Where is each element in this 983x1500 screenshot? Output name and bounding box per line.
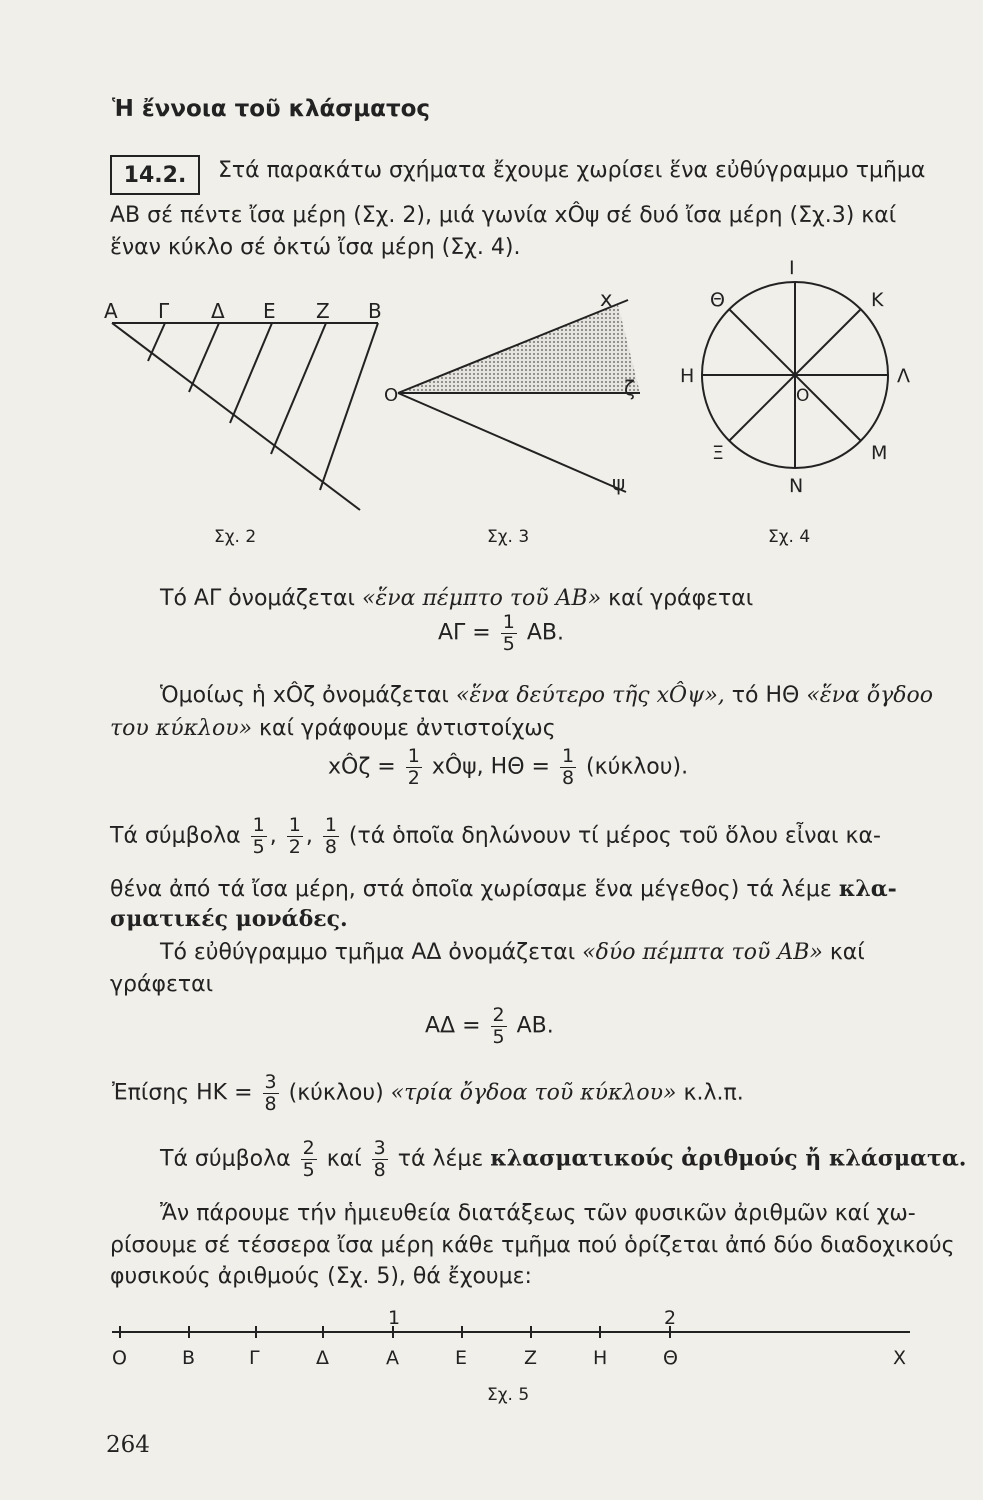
para-3-line-1: Τά σύμβολα $\frac{1}{5}$ , $\frac{1}{2}$ , $\frac{1}{8}$ (τά ὁποῖα δηλώνουν τί μέρος τοῦ ὅλου εἶναι κα-: [110, 814, 881, 858]
p6-num-2: 3: [373, 1137, 386, 1159]
eq1-den: 5: [502, 633, 515, 655]
eq2-rhs: (κύκλου).: [586, 754, 689, 780]
intro-line-3: ἕναν κύκλο σέ ὀκτώ ἴσα μέρη (Σχ. 4).: [110, 235, 521, 260]
fig5-top-label-2: 2: [664, 1307, 677, 1329]
intro-line-1: Στά παρακάτω σχήματα ἔχουμε χωρίσει ἕνα εὐθύγραμμο τμῆμα: [218, 158, 926, 183]
p5-num: 3: [264, 1071, 277, 1093]
p5-den: 8: [264, 1093, 277, 1115]
fig2-caption: Σχ. 2: [214, 527, 257, 547]
para-3-bold-2: σματικές μονάδες.: [110, 906, 348, 932]
para-2-quote-3: του κύκλου»: [110, 716, 253, 741]
para-1-text-c: καί γράφεται: [608, 586, 754, 611]
para-6-text-a: Τά σύμβολα: [160, 1146, 291, 1172]
section-heading: Ἡ ἔννοια τοῦ κλάσματος: [112, 96, 431, 122]
para-2-text-c: τό ΗΘ: [731, 683, 800, 708]
fig2-label-G: Γ: [158, 299, 170, 323]
fig4-label-N: Ν: [789, 475, 804, 497]
eq1-lhs: ΑΓ =: [438, 620, 491, 646]
fig3-caption: Σχ. 3: [487, 527, 530, 547]
fig2-label-Z: Ζ: [316, 299, 330, 323]
para-3-text-b: (τά ὁποῖα δηλώνουν τί μέρος τοῦ ὅλου εἶναι κα-: [348, 823, 881, 849]
eq2-num-1: 1: [407, 745, 420, 767]
fig3-label-psi: ψ: [612, 471, 626, 495]
fig5-point-Z: Ζ: [524, 1347, 538, 1369]
fig5-point-A: Α: [386, 1347, 399, 1369]
fig5-caption: Σχ. 5: [487, 1385, 530, 1405]
para-3-text-a: Τά σύμβολα: [110, 823, 241, 849]
eq2-lhs: xÔζ =: [328, 754, 396, 780]
eq2-den-2: 8: [561, 767, 575, 789]
para-2-text-f: καί γράφουμε ἀντιστοίχως: [259, 716, 556, 741]
para-5-quote: «τρία ὄγδοα τοῦ κύκλου»: [390, 1080, 677, 1106]
fig5-point-X: Χ: [893, 1347, 907, 1369]
para-4-text-a: Τό εὐθύγραμμο τμῆμα ΑΔ ὀνομάζεται: [160, 940, 576, 965]
eq2-den-1: 2: [407, 767, 420, 789]
fig2-label-E: Ε: [263, 299, 276, 323]
eq3-num: 2: [492, 1004, 505, 1026]
para-3-text-line2: θένα ἀπό τά ἴσα μέρη, στά ὁποῖα χωρίσαμε ἕνα μέγεθος) τά λέμε: [110, 877, 832, 902]
fig4-label-X: Ξ: [712, 442, 725, 464]
para-6-text-c: τά λέμε: [397, 1146, 484, 1172]
p6-den-1: 5: [302, 1159, 315, 1181]
fig5-point-B: Β: [182, 1347, 196, 1369]
intro-line-2: ΑΒ σέ πέντε ἴσα μέρη (Σχ. 2), μιά γωνία xÔψ σέ δυό ἴσα μέρη (Σχ.3) καί: [110, 203, 897, 228]
fig2-label-A: Α: [104, 299, 118, 323]
page-number: 264: [106, 1432, 150, 1458]
section-number-box: 14.2.: [110, 155, 200, 195]
p3-f2-num: 1: [288, 814, 301, 836]
fig5-point-D: Δ: [316, 1347, 329, 1369]
eq3-den: 5: [492, 1026, 505, 1048]
para-5-text-a: Ἐπίσης ΗΚ =: [112, 1080, 253, 1106]
para-5-text-b: (κύκλου): [288, 1080, 384, 1106]
p3-f3-num: 1: [324, 814, 337, 836]
eq2-num-2: 1: [561, 745, 575, 767]
fig4-label-H: Η: [680, 365, 695, 387]
para-7-line-3: φυσικούς ἀριθμούς (Σχ. 5), θά ἔχουμε:: [110, 1264, 532, 1289]
fig5-point-H: Η: [593, 1347, 608, 1369]
para-6-text-b: καί: [326, 1146, 362, 1172]
para-4-line-2: γράφεται: [110, 972, 214, 997]
fig4-label-I: Ι: [789, 257, 795, 279]
para-2-quote-1: «ἕνα δεύτερο τῆς xÔψ»,: [455, 683, 725, 708]
fig4-label-K: Κ: [871, 289, 884, 311]
para-7-line-1: Ἄν πάρουμε τήν ἡμιευθεία διατάξεως τῶν φυσικῶν ἀριθμῶν καί χω-: [160, 1201, 916, 1226]
p3-f1-den: 5: [252, 836, 265, 858]
fig3-label-z: ζ: [624, 376, 635, 400]
para-2-text-a: Ὁμοίως ἡ xÔζ ὀνομάζεται: [160, 683, 449, 708]
para-1-text-a: Τό ΑΓ ὀνομάζεται: [160, 586, 355, 611]
fig3-label-o: Ο: [384, 385, 399, 406]
fig5-top-label-1: 1: [388, 1307, 401, 1329]
fig4-label-O: Ο: [796, 386, 810, 406]
para-2-quote-2: «ἕνα ὄγδοο: [806, 683, 933, 708]
fig4-label-L: Λ: [897, 365, 910, 387]
para-6-bold: κλασματικούς ἀριθμούς ἤ κλάσματα.: [490, 1145, 967, 1172]
p6-den-2: 8: [373, 1159, 386, 1181]
eq1-rhs: ΑΒ.: [526, 620, 564, 646]
eq1-num: 1: [502, 611, 515, 633]
fig2-label-B: Β: [368, 299, 382, 323]
para-4-quote: «δύο πέμπτα τοῦ ΑΒ»: [582, 940, 823, 965]
p3-f3-den: 8: [324, 836, 337, 858]
fig5-point-O: Ο: [112, 1347, 127, 1369]
eq2-mid: xÔψ, ΗΘ =: [431, 754, 550, 780]
fig5-point-Th: Θ: [663, 1347, 678, 1369]
fig5-point-G: Γ: [249, 1347, 260, 1369]
fig2-label-D: Δ: [211, 299, 225, 323]
para-3-bold-1: κλα-: [838, 876, 897, 902]
eq3-lhs: ΑΔ =: [425, 1013, 481, 1039]
p6-num-1: 2: [302, 1137, 315, 1159]
para-7-line-2: ρίσουμε σέ τέσσερα ἴσα μέρη κάθε τμῆμα πού ὁρίζεται ἀπό δύο διαδοχικούς: [110, 1233, 955, 1258]
fig4-caption: Σχ. 4: [768, 527, 811, 547]
fig5-point-E: Ε: [455, 1347, 468, 1369]
fig3-label-x: x: [600, 287, 613, 311]
para-1-quote: «ἕνα πέμπτο τοῦ ΑΒ»: [361, 586, 602, 611]
para-5-text-d: κ.λ.π.: [683, 1080, 744, 1106]
fig4-label-Th: Θ: [710, 289, 725, 311]
para-4-text-c: καί: [829, 940, 865, 965]
eq3-rhs: ΑΒ.: [516, 1013, 554, 1039]
p3-f2-den: 2: [288, 836, 301, 858]
fig4-label-M: Μ: [871, 442, 888, 464]
p3-f1-num: 1: [252, 814, 265, 836]
